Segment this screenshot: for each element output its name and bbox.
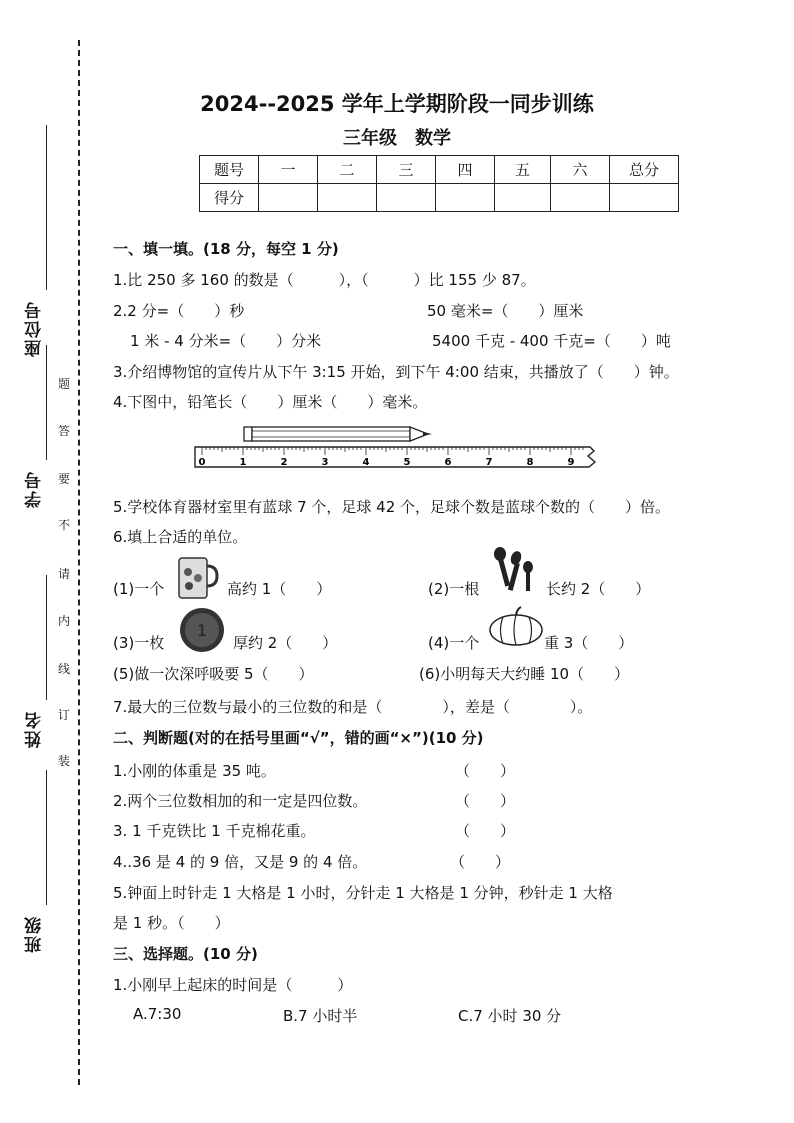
score-cell: 六 <box>551 156 610 184</box>
option-b[interactable]: B.7 小时半 <box>283 1007 358 1025</box>
seal-char: 内 <box>58 614 71 628</box>
score-cell: 一 <box>259 156 318 184</box>
q6-item-4-suffix: 重 3（ ） <box>544 634 634 652</box>
question-1-1: 1.比 250 多 160 的数是（ ），（ ）比 155 少 87。 <box>113 271 536 289</box>
question-1-2c: 1 米 - 4 分米=（ ）分米 <box>130 332 322 350</box>
q6-item-2-suffix: 长约 2（ ） <box>546 580 651 598</box>
question-2-2: 2.两个三位数相加的和一定是四位数。 <box>113 792 368 810</box>
question-2-5b: 是 1 秒。（ ） <box>113 914 230 932</box>
q6-item-4-prefix: (4)一个 <box>428 634 480 652</box>
mug-icon <box>175 552 219 602</box>
ruler-with-pencil <box>192 420 602 480</box>
section2-heading: 二、判断题(对的在括号里画“√”，错的画“×”)(10 分) <box>113 729 484 747</box>
seal-char: 答 <box>58 424 71 438</box>
answer-paren[interactable]: （ ） <box>455 762 516 780</box>
question-2-4: 4..36 是 4 的 9 倍，又是 9 的 4 倍。 <box>113 853 368 871</box>
score-cell: 五 <box>495 156 551 184</box>
ruler-number: 3 <box>321 457 329 468</box>
seal-char: 订 <box>58 708 71 722</box>
student-no-label: 学号 <box>25 470 45 508</box>
question-2-5a: 5.钟面上时针走 1 大格是 1 小时，分针走 1 大格是 1 分钟，秒针走 1 大格 <box>113 884 613 902</box>
name-blank <box>46 575 47 700</box>
score-input-cell[interactable] <box>377 184 436 212</box>
option-a[interactable]: A.7:30 <box>133 1005 182 1023</box>
score-input-cell[interactable] <box>259 184 318 212</box>
score-table-score-row <box>200 184 679 212</box>
class-blank <box>46 770 47 905</box>
seal-char: 不 <box>58 518 71 532</box>
score-cell: 总分 <box>610 156 679 184</box>
student-no-blank <box>46 345 47 460</box>
score-input-cell[interactable] <box>318 184 377 212</box>
pencil-icon <box>244 427 432 441</box>
question-2-3: 3. 1 千克铁比 1 千克棉花重。 <box>113 822 316 840</box>
toothbrush-icon <box>490 545 538 595</box>
question-3-1: 1.小刚早上起床的时间是（ ） <box>113 976 353 994</box>
ruler-number: 2 <box>280 457 288 468</box>
question-1-5: 5.学校体育器材室里有蓝球 7 个，足球 42 个，足球个数是蓝球个数的（ ）倍。 <box>113 498 671 516</box>
seal-char: 请 <box>58 567 71 581</box>
score-table <box>199 155 679 212</box>
ruler-number: 9 <box>567 457 575 468</box>
seal-char: 装 <box>58 754 71 768</box>
page-title: 2024--2025 学年上学期阶段一同步训练 <box>200 92 594 116</box>
score-input-cell[interactable] <box>495 184 551 212</box>
class-label: 班级 <box>25 915 45 953</box>
seal-char: 线 <box>58 662 71 676</box>
ruler-number: 6 <box>444 457 452 468</box>
ruler-number: 4 <box>362 457 370 468</box>
seat-label: 座位号 <box>25 300 45 357</box>
q6-item-5: (5)做一次深呼吸要 5（ ） <box>113 665 314 683</box>
ruler-number: 0 <box>198 457 206 468</box>
ruler-number: 7 <box>485 457 493 468</box>
page-subtitle: 三年级 数学 <box>343 128 451 149</box>
question-1-2b: 50 毫米=（ ）厘米 <box>427 302 584 320</box>
name-label: 姓名 <box>25 710 45 748</box>
coin-icon <box>178 606 226 654</box>
pumpkin-icon <box>488 606 544 646</box>
score-cell: 三 <box>377 156 436 184</box>
question-1-4: 4.下图中，铅笔长（ ）厘米（ ）毫米。 <box>113 393 428 411</box>
q6-item-1-prefix: (1)一个 <box>113 580 165 598</box>
ruler-number: 5 <box>403 457 411 468</box>
answer-paren[interactable]: （ ） <box>450 853 511 871</box>
question-1-2d: 5400 千克 - 400 千克=（ ）吨 <box>432 332 671 350</box>
ruler-number: 1 <box>239 457 247 468</box>
question-1-6: 6.填上合适的单位。 <box>113 528 248 546</box>
score-table-header-row <box>200 156 679 184</box>
score-input-cell[interactable] <box>551 184 610 212</box>
svg-text:1: 1 <box>196 621 208 640</box>
q6-item-2-prefix: (2)一根 <box>428 580 480 598</box>
q6-item-1-suffix: 高约 1（ ） <box>227 580 332 598</box>
score-cell: 题号 <box>200 156 259 184</box>
score-label: 得分 <box>200 184 259 212</box>
q6-item-6: (6)小明每天大约睡 10（ ） <box>419 665 630 683</box>
ruler-number: 8 <box>526 457 534 468</box>
binding-dashed-line <box>78 40 80 1085</box>
q6-item-3-prefix: (3)一枚 <box>113 634 165 652</box>
option-c[interactable]: C.7 小时 30 分 <box>458 1007 562 1025</box>
answer-paren[interactable]: （ ） <box>455 792 516 810</box>
section1-heading: 一、填一填。(18 分，每空 1 分) <box>113 240 339 258</box>
q6-item-3-suffix: 厚约 2（ ） <box>233 634 338 652</box>
question-2-1: 1.小刚的体重是 35 吨。 <box>113 762 276 780</box>
question-1-2a: 2.2 分=（ ）秒 <box>113 302 245 320</box>
question-1-7: 7.最大的三位数与最小的三位数的和是（ ），差是（ ）。 <box>113 698 593 716</box>
score-input-cell[interactable] <box>610 184 679 212</box>
section3-heading: 三、选择题。(10 分) <box>113 945 258 963</box>
seal-char: 题 <box>58 377 71 391</box>
ruler-body <box>195 447 595 468</box>
score-input-cell[interactable] <box>436 184 495 212</box>
question-1-3: 3.介绍博物馆的宣传片从下午 3:15 开始，到下午 4:00 结束，共播放了（ ）钟。 <box>113 363 679 381</box>
score-cell: 二 <box>318 156 377 184</box>
seal-char: 要 <box>58 472 71 486</box>
score-cell: 四 <box>436 156 495 184</box>
answer-paren[interactable]: （ ） <box>455 822 516 840</box>
